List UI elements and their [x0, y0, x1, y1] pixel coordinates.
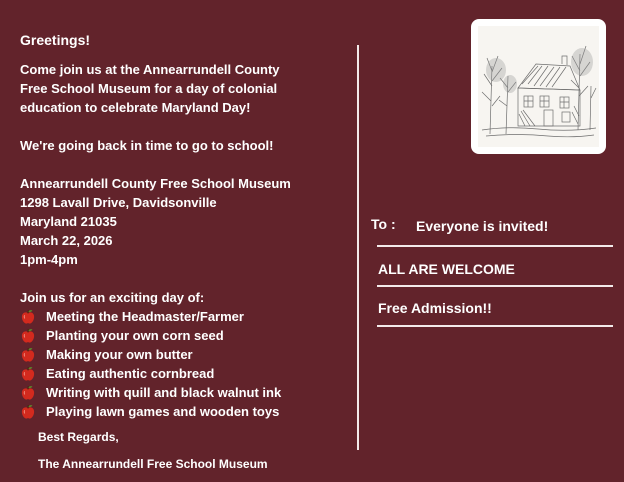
activities-list — [20, 307, 350, 421]
signature: The Annearrundell Free School Museum — [38, 457, 268, 471]
postage-stamp — [473, 21, 604, 152]
intro-line: Come join us at the Annearrundell County — [20, 62, 280, 77]
apple-icon — [20, 404, 36, 420]
list-item — [20, 402, 350, 421]
address-line-3: Free Admission!! — [378, 300, 492, 316]
venue-details — [20, 174, 350, 269]
intro-line: Free School Museum for a day of colonial — [20, 81, 278, 96]
intro-paragraph — [20, 60, 350, 117]
list-item — [20, 307, 350, 326]
venue-state-zip: Maryland 21035 — [20, 214, 117, 229]
list-item — [20, 383, 350, 402]
schoolhouse-sketch — [478, 26, 599, 147]
event-date: March 22, 2026 — [20, 233, 113, 248]
address-rule — [377, 245, 613, 247]
venue-name: Annearrundell County Free School Museum — [20, 176, 291, 191]
apple-icon — [20, 309, 36, 325]
intro-line: education to celebrate Maryland Day! — [20, 100, 251, 115]
event-time: 1pm-4pm — [20, 252, 78, 267]
activity-label: Making your own butter — [46, 347, 193, 362]
list-item — [20, 345, 350, 364]
greeting: Greetings! — [20, 32, 91, 48]
activities-intro: Join us for an exciting day of: — [20, 290, 205, 305]
activity-label: Playing lawn games and wooden toys — [46, 404, 280, 419]
postcard-divider — [357, 45, 359, 450]
tagline: We're going back in time to go to school! — [20, 138, 274, 153]
address-line-1: Everyone is invited! — [416, 218, 549, 234]
venue-street: 1298 Lavall Drive, Davidsonville — [20, 195, 217, 210]
list-item — [20, 364, 350, 383]
activity-label: Meeting the Headmaster/Farmer — [46, 309, 244, 324]
activity-label: Writing with quill and black walnut ink — [46, 385, 282, 400]
activity-label: Eating authentic cornbread — [46, 366, 215, 381]
apple-icon — [20, 366, 36, 382]
address-rule — [377, 325, 613, 327]
list-item — [20, 326, 350, 345]
apple-icon — [20, 328, 36, 344]
apple-icon — [20, 385, 36, 401]
apple-icon — [20, 347, 36, 363]
to-label: To : — [371, 216, 396, 232]
activities-section — [20, 288, 350, 421]
schoolhouse-sketch-icon — [478, 26, 599, 147]
address-rule — [377, 285, 613, 287]
address-line-2: ALL ARE WELCOME — [378, 261, 515, 277]
activity-label: Planting your own corn seed — [46, 328, 224, 343]
closing: Best Regards, — [38, 430, 119, 444]
message-body — [20, 30, 350, 421]
